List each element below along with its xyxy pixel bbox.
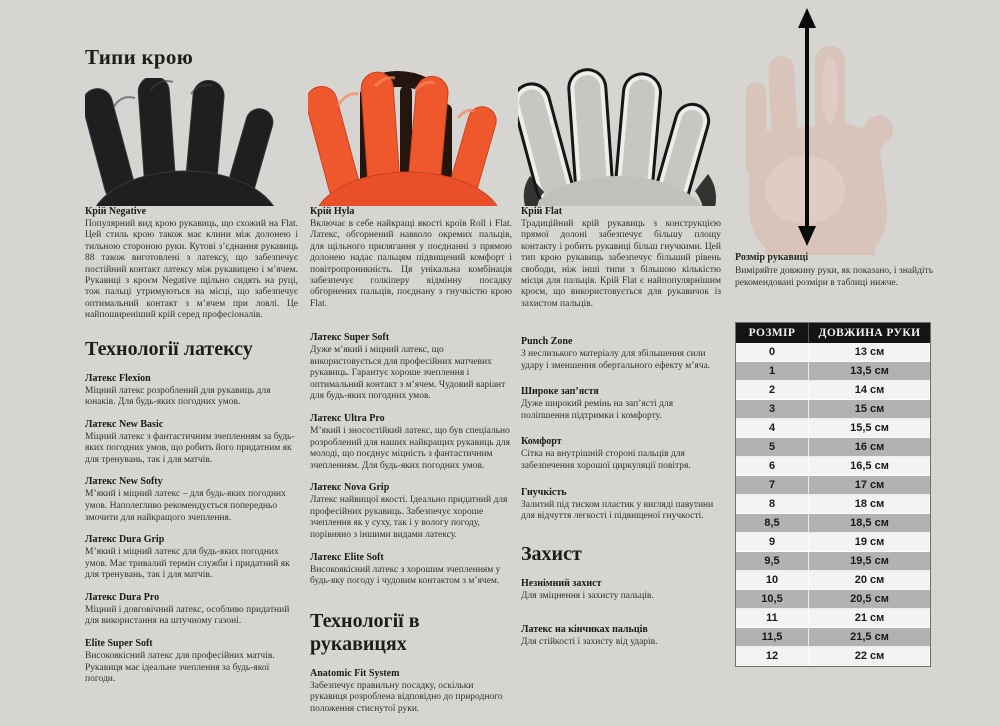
length-cell: 18 см	[809, 495, 930, 514]
cut-desc: Традиційний крій рукавиць з конструкцією прямої долоні забезпечує більшу площу контакту і робить рукавиці більш гнучкими. Цей тип крою рукавиць забезпечує більший рівень свободи, ніж інші типи з більшою кількістю місця для пальців. Крій Flat є найпопулярнішим кроєм, що використовується для рукавичок із захистом пальців.	[521, 219, 721, 309]
protection-item	[521, 578, 721, 603]
size-table-container	[735, 322, 931, 667]
size-column-header: РОЗМІР	[736, 323, 809, 343]
size-cell: 6	[736, 457, 809, 476]
latex-item-title: Латекс Super Soft	[310, 332, 390, 344]
latex-section-title: Технології латексу	[85, 337, 253, 360]
latex-item	[310, 482, 512, 541]
table-row	[736, 628, 930, 647]
size-cell: 7	[736, 476, 809, 495]
size-cell: 10	[736, 571, 809, 590]
cut-hyla	[310, 206, 512, 310]
glove-tech-item-desc: Забезпечує правильну посадку, оскільки рукавиця розроблена відповідно до природного положення стиснутої руки.	[310, 680, 503, 714]
gray-glove-icon	[518, 60, 723, 206]
glove-tech-section-title: Технології в рукавицях	[310, 609, 420, 655]
feature-item	[521, 487, 721, 523]
feature-item	[521, 386, 721, 422]
latex-item-desc: М’який і міцний латекс – для будь-яких погодних умов. Наполегливо рекомендується попередньо змочити для найкращого зчеплення.	[85, 489, 286, 523]
protection-section-title: Захист	[521, 542, 582, 565]
table-row	[736, 609, 930, 628]
latex-item	[85, 419, 298, 467]
feature-item-desc: Залитий під тиском пластик у вигляді павутини для відчуття легкості і підвищеної гнучкості.	[521, 499, 714, 522]
size-table	[735, 322, 931, 667]
table-row	[736, 552, 930, 571]
hand-icon	[745, 0, 945, 255]
cut-title: Крій Negative	[85, 206, 147, 217]
protection-item	[521, 624, 721, 649]
column-negative	[85, 206, 298, 696]
latex-item-desc: Міцний латекс розроблений для рукавиць для юнаків. Для будь-яких погодних умов.	[85, 385, 271, 408]
latex-item-title: Латекс New Softy	[85, 476, 163, 488]
table-row	[736, 571, 930, 590]
size-cell: 1	[736, 362, 809, 381]
cut-desc: Популярний вид крою рукавиць, що схожий на Flat. Цей стиль крою також має клини між долонею і тильною стороною руки. Кутові з’єднання рукавиць 88 також виготовлені з латексу, що забезпечує постійний контакт латексу між рукавицею і м’ячем. Рукавиці з кроєм Negative щільно сидять на руці, тож пальці утримуються на місці, що забезпечує оптимальний контакт з м’ячем при ловлі. Це найпоширеніший крій серед професіоналів.	[85, 219, 298, 321]
table-row	[736, 343, 930, 362]
negative-cut-glove-image	[85, 78, 290, 206]
table-row	[736, 514, 930, 533]
latex-item-desc: Міцний і довговічний латекс, особливо придатний для використання на штучному газоні.	[85, 604, 290, 627]
glove-tech-item-title: Anatomic Fit System	[310, 667, 400, 679]
feature-item-desc: Дуже широкий ремінь на зап’ясті для поліпшення підтримки і комфорту.	[521, 399, 674, 421]
latex-item	[310, 332, 512, 403]
latex-item	[310, 413, 512, 472]
size-cell: 8	[736, 495, 809, 514]
latex-item-desc: М’який і зносостійкий латекс, що був спеціально розроблений для наших найкращих рукавиць для молоді, що поєднує міцність з фантастичним зчепленням. Для будь-яких погодних умов.	[310, 426, 510, 471]
feature-item-title: Гнучкість	[521, 486, 567, 498]
length-cell: 22 см	[809, 647, 930, 666]
size-cell: 11,5	[736, 628, 809, 647]
feature-item-desc: Сітка на внутрішній стороні пальців для забезпечення хорошої циркуляції повітря.	[521, 449, 691, 472]
table-row	[736, 457, 930, 476]
length-cell: 20 см	[809, 571, 930, 590]
latex-item-title: Латекс Dura Grip	[85, 534, 165, 546]
black-glove-icon	[85, 78, 290, 206]
latex-item	[310, 552, 512, 588]
length-cell: 19,5 см	[809, 552, 930, 571]
length-cell: 20,5 см	[809, 590, 930, 609]
page-title: Типи крою	[85, 45, 194, 69]
table-row	[736, 647, 930, 666]
table-row	[736, 495, 930, 514]
table-row	[736, 362, 930, 381]
latex-item	[85, 476, 298, 524]
protection-item-title: Латекс на кінчиках пальців	[521, 624, 648, 636]
table-row	[736, 533, 930, 552]
size-cell: 9,5	[736, 552, 809, 571]
feature-item-title: Punch Zone	[521, 336, 573, 348]
latex-item-title: Латекс Nova Grip	[310, 482, 390, 494]
size-cell: 8,5	[736, 514, 809, 533]
latex-item-title: Латекс Dura Pro	[85, 591, 160, 603]
latex-item-title: Латекс New Basic	[85, 418, 164, 430]
size-cell: 4	[736, 419, 809, 438]
feature-item-title: Широке зап’ястя	[521, 386, 599, 398]
size-cell: 5	[736, 438, 809, 457]
sizing-block	[735, 252, 963, 290]
size-cell: 3	[736, 400, 809, 419]
protection-item-desc: Для зміцнення і захисту пальців.	[521, 590, 654, 601]
protection-item-title: Незнімний захист	[521, 577, 602, 589]
latex-item-desc: Високоякісний латекс з хорошим зчепленням у будь-яку погоду і чудовим контактом з м’ячем.	[310, 564, 501, 587]
column-flat	[521, 206, 721, 659]
latex-item	[85, 638, 298, 686]
cut-negative	[85, 206, 298, 322]
feature-item-title: Комфорт	[521, 436, 562, 448]
length-cell: 16,5 см	[809, 457, 930, 476]
cut-title: Крій Hyla	[310, 206, 355, 217]
hand-length-column-header: ДОВЖИНА РУКИ	[809, 323, 930, 343]
length-cell: 16 см	[809, 438, 930, 457]
table-header-row	[736, 323, 930, 343]
length-cell: 18,5 см	[809, 514, 930, 533]
latex-item-title: Латекс Flexion	[85, 372, 151, 384]
length-cell: 19 см	[809, 533, 930, 552]
table-row	[736, 419, 930, 438]
latex-item-title: Латекс Elite Soft	[310, 551, 384, 563]
feature-item	[521, 436, 721, 472]
length-cell: 15,5 см	[809, 419, 930, 438]
length-cell: 13 см	[809, 343, 930, 362]
cut-title: Крій Flat	[521, 206, 563, 217]
size-cell: 2	[736, 381, 809, 400]
latex-item-desc: М’який і міцний латекс для будь-яких погодних умов. Має тривалий термін служби і придатний як для тренувань, так і для матчів.	[85, 547, 290, 581]
latex-item-title: Elite Super Soft	[85, 638, 153, 650]
latex-item-desc: Міцний латекс з фантастичним зчепленням за будь-яких погодних умов, що робить його придатним як для тренувань, так і для матчів.	[85, 431, 295, 465]
latex-item-title: Латекс Ultra Pro	[310, 413, 385, 425]
table-row	[736, 590, 930, 609]
size-cell: 0	[736, 343, 809, 362]
sizing-title: Розмір рукавиці	[735, 252, 809, 263]
flat-cut-glove-image	[518, 60, 723, 206]
length-cell: 21,5 см	[809, 628, 930, 647]
size-table-body	[736, 343, 930, 666]
orange-glove-icon	[308, 60, 513, 206]
length-cell: 15 см	[809, 400, 930, 419]
hyla-cut-glove-image	[308, 60, 513, 206]
latex-item	[85, 534, 298, 582]
length-cell: 21 см	[809, 609, 930, 628]
table-row	[736, 476, 930, 495]
hand-measure-image	[745, 0, 945, 255]
latex-item	[85, 592, 298, 628]
table-row	[736, 381, 930, 400]
size-cell: 11	[736, 609, 809, 628]
size-cell: 12	[736, 647, 809, 666]
table-row	[736, 438, 930, 457]
table-row	[736, 400, 930, 419]
latex-item	[85, 373, 298, 409]
size-cell: 10,5	[736, 590, 809, 609]
column-hyla	[310, 206, 512, 726]
latex-item-desc: Високоякісний латекс для професійних матчів. Рукавиця має ідеальне зчеплення за будь-якої погоди.	[85, 651, 275, 685]
latex-item-desc: Латекс найвищої якості. Ідеально придатний для професійних рукавиць. Забезпечує хороше зчеплення як у суху, так і у вологу погоду, порівняно з іншими видами латексу.	[310, 495, 508, 541]
cut-flat	[521, 206, 721, 310]
latex-item-desc: Дуже м’який і міцний латекс, що використовується для професійних матчевих рукавиць. Гарантує хороше зчеплення і оптимальний контакт з м’ячем. Чудовий варіант для будь-яких погодних умов.	[310, 345, 506, 402]
size-cell: 9	[736, 533, 809, 552]
length-cell: 13,5 см	[809, 362, 930, 381]
sizing-desc: Виміряйте довжину руки, як показано, і знайдіть рекомендовані розміри в таблиці нижче.	[735, 266, 934, 289]
protection-item-desc: Для стійкості і захисту від ударів.	[521, 637, 658, 648]
glove-tech-item	[310, 668, 512, 716]
length-cell: 17 см	[809, 476, 930, 495]
feature-item	[521, 336, 721, 372]
length-cell: 14 см	[809, 381, 930, 400]
feature-item-desc: З неслизького матеріалу для збільшення сили удару і зменшення обертального ефекту м’яча.	[521, 349, 711, 371]
cut-desc: Включає в себе найкращі якості кроїв Roll і Flat. Латекс, обгорнений навколо окремих пальців, для щільного прилягання у поєднанні з прямою долонею надає пальцям підвищений комфорт і повітропроникність. Ця унікальна комбінація забезпечує голкіперу відмінну посадку обгорнених пальців, поєднану з гнучкістю крою Flat.	[310, 219, 512, 309]
